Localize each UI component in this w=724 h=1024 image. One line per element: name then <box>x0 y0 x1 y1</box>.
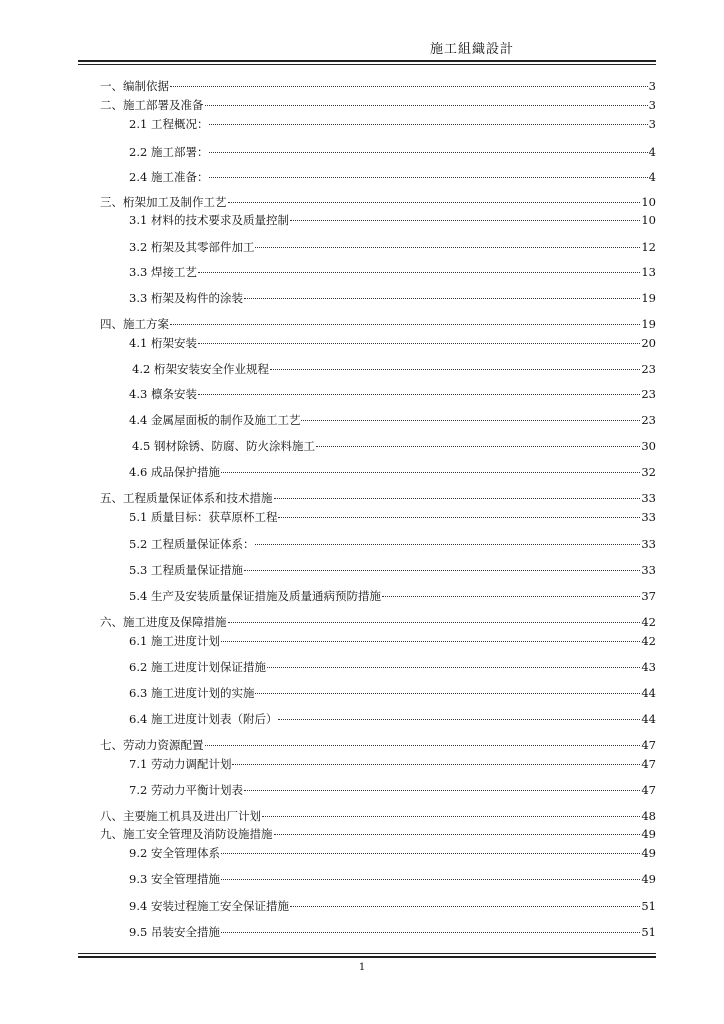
toc-page-number: 43 <box>641 660 656 674</box>
toc-page-number: 47 <box>641 757 656 771</box>
toc-entry[interactable] <box>129 757 656 771</box>
toc-entry[interactable] <box>132 439 656 453</box>
toc-entry-title: 5.2 工程质量保证体系： <box>129 537 255 551</box>
toc-leader <box>316 446 640 447</box>
toc-leader <box>244 298 640 299</box>
toc-leader <box>278 517 640 518</box>
toc-leader <box>255 247 640 248</box>
toc-page-number: 12 <box>641 240 656 254</box>
toc-entry[interactable] <box>129 291 656 305</box>
toc-entry-title: 3.3 焊接工艺 <box>129 265 197 279</box>
toc-leader <box>221 879 640 880</box>
toc-leader <box>274 498 641 499</box>
toc-entry[interactable] <box>129 712 656 726</box>
toc-entry-title: 4.4 金属屋面板的制作及施工工艺 <box>129 413 301 427</box>
toc-leader <box>255 544 640 545</box>
toc-page-number: 23 <box>641 413 656 427</box>
toc-page-number: 13 <box>641 265 656 279</box>
toc-entry-title: 4.3 檩条安装 <box>129 387 197 401</box>
toc-leader <box>228 202 641 203</box>
toc-entry-title: 3.3 桁架及构件的涂装 <box>129 291 243 305</box>
toc-leader <box>262 816 640 817</box>
toc-entry[interactable] <box>100 809 656 823</box>
toc-leader <box>274 834 641 835</box>
footer-rule <box>78 956 656 958</box>
toc-entry-title: 9.4 安装过程施工安全保证措施 <box>129 899 289 913</box>
toc-page-number: 48 <box>641 809 656 823</box>
toc-page-number: 37 <box>641 589 656 603</box>
toc-entry[interactable] <box>129 899 656 913</box>
toc-leader <box>270 369 640 370</box>
toc-entry[interactable] <box>100 195 656 209</box>
toc-entry[interactable] <box>129 213 656 227</box>
toc-entry[interactable] <box>100 827 656 841</box>
toc-entry-title: 6.4 施工进度计划表（附后） <box>129 712 278 726</box>
toc-page-number: 33 <box>641 563 656 577</box>
toc-leader <box>382 596 640 597</box>
toc-entry-title: 4.6 成品保护措施 <box>129 465 220 479</box>
toc-entry[interactable] <box>129 387 656 401</box>
toc-entry[interactable] <box>129 563 656 577</box>
toc-page-number: 49 <box>641 846 656 860</box>
toc-entry-title: 9.3 安全管理措施 <box>129 872 220 886</box>
toc-entry-title: 9.2 安全管理体系 <box>129 846 220 860</box>
toc-page-number: 4 <box>648 145 656 159</box>
toc-entry[interactable] <box>129 537 656 551</box>
toc-entry-title: 2.4 施工准备： <box>129 170 209 184</box>
toc-entry-title: 五、工程质量保证体系和技术措施 <box>100 491 273 505</box>
footer-rule <box>78 953 656 954</box>
toc-entry-title: 九、施工安全管理及消防设施措施 <box>100 827 273 841</box>
toc-leader <box>221 641 640 642</box>
toc-leader <box>278 719 640 720</box>
toc-page-number: 3 <box>648 117 656 131</box>
toc-entry-title: 5.4 生产及安装质量保证措施及质量通病预防措施 <box>129 589 381 603</box>
toc-entry-title: 2.2 施工部署： <box>129 145 209 159</box>
toc-leader <box>198 394 640 395</box>
toc-page-number: 51 <box>641 899 656 913</box>
toc-entry[interactable] <box>100 615 656 629</box>
toc-page-number: 19 <box>641 317 656 331</box>
toc-leader <box>244 790 640 791</box>
toc-leader <box>301 420 640 421</box>
toc-entry[interactable] <box>129 686 656 700</box>
toc-entry-title: 4.2 桁架安装安全作业规程 <box>132 362 269 376</box>
toc-leader <box>267 667 640 668</box>
toc-page-number: 44 <box>641 712 656 726</box>
toc-entry-title: 5.3 工程质量保证措施 <box>129 563 243 577</box>
toc-entry-title: 3.1 材料的技术要求及质量控制 <box>129 213 289 227</box>
toc-entry[interactable] <box>129 925 656 939</box>
toc-page-number: 42 <box>641 634 656 648</box>
toc-entry-title: 9.5 吊装安全措施 <box>129 925 220 939</box>
toc-entry[interactable] <box>100 738 656 752</box>
toc-entry-title: 2.1 工程概况： <box>129 117 209 131</box>
toc-entry[interactable] <box>129 783 656 797</box>
toc-leader <box>221 853 640 854</box>
toc-entry[interactable] <box>129 589 656 603</box>
toc-entry-title: 三、桁架加工及制作工艺 <box>100 195 227 209</box>
toc-leader <box>290 906 640 907</box>
toc-entry-title: 7.1 劳动力调配计划 <box>129 757 232 771</box>
header-rule <box>78 64 656 65</box>
toc-entry[interactable] <box>129 336 656 350</box>
document-header-title: 施工組織設計 <box>430 42 515 57</box>
toc-leader <box>205 105 648 106</box>
toc-leader <box>290 220 640 221</box>
page-number: 1 <box>358 962 366 973</box>
toc-entry-title: 八、主要施工机具及进出厂计划 <box>100 809 261 823</box>
toc-page-number: 33 <box>641 510 656 524</box>
toc-leader <box>209 152 647 153</box>
toc-entry[interactable] <box>132 362 656 376</box>
toc-leader <box>198 343 640 344</box>
toc-entry[interactable] <box>129 265 656 279</box>
toc-page-number: 10 <box>641 195 656 209</box>
toc-entry-title: 一、编制依据 <box>100 79 169 93</box>
toc-entry-title: 七、劳动力资源配置 <box>100 738 204 752</box>
toc-entry[interactable] <box>129 634 656 648</box>
toc-page-number: 47 <box>641 783 656 797</box>
toc-leader <box>209 124 647 125</box>
toc-page-number: 42 <box>641 615 656 629</box>
toc-leader <box>221 472 640 473</box>
toc-page-number: 3 <box>648 79 656 93</box>
toc-page-number: 10 <box>641 213 656 227</box>
toc-entry[interactable] <box>129 145 656 159</box>
toc-leader <box>228 622 641 623</box>
toc-entry-title: 四、施工方案 <box>100 317 169 331</box>
toc-page-number: 30 <box>641 439 656 453</box>
toc-entry-title: 3.2 桁架及其零部件加工 <box>129 240 255 254</box>
toc-page-number: 23 <box>641 362 656 376</box>
toc-page-number: 49 <box>641 827 656 841</box>
toc-page-number: 33 <box>641 491 656 505</box>
toc-entry[interactable] <box>129 240 656 254</box>
toc-page-number: 44 <box>641 686 656 700</box>
toc-page-number: 3 <box>648 98 656 112</box>
toc-page-number: 47 <box>641 738 656 752</box>
toc-entry-title: 7.2 劳动力平衡计划表 <box>129 783 243 797</box>
toc-page-number: 23 <box>641 387 656 401</box>
toc-leader <box>205 745 641 746</box>
toc-page-number: 33 <box>641 537 656 551</box>
toc-entry[interactable] <box>129 465 656 479</box>
toc-entry-title: 6.2 施工进度计划保证措施 <box>129 660 266 674</box>
toc-page-number: 49 <box>641 872 656 886</box>
toc-entry[interactable] <box>129 846 656 860</box>
toc-page-number: 20 <box>641 336 656 350</box>
toc-entry-title: 6.1 施工进度计划 <box>129 634 220 648</box>
toc-entry[interactable] <box>100 491 656 505</box>
toc-leader <box>170 86 648 87</box>
toc-leader <box>170 324 640 325</box>
toc-leader <box>255 693 640 694</box>
toc-leader <box>221 932 640 933</box>
toc-entry-title: 4.5 钢材除锈、防腐、防火涂料施工 <box>132 439 315 453</box>
toc-entry[interactable] <box>129 660 656 674</box>
toc-entry[interactable] <box>100 317 656 331</box>
toc-entry-title: 5.1 质量目标：获草原杯工程 <box>129 510 278 524</box>
toc-entry-title: 4.1 桁架安装 <box>129 336 197 350</box>
toc-entry-title: 6.3 施工进度计划的实施 <box>129 686 255 700</box>
toc-entry[interactable] <box>129 872 656 886</box>
toc-leader <box>232 764 640 765</box>
toc-page-number: 19 <box>641 291 656 305</box>
toc-entry[interactable] <box>129 413 656 427</box>
toc-leader <box>198 272 640 273</box>
toc-entry[interactable] <box>129 170 656 184</box>
toc-leader <box>244 570 640 571</box>
toc-page-number: 32 <box>641 465 656 479</box>
toc-entry-title: 六、施工进度及保障措施 <box>100 615 227 629</box>
toc-entry[interactable] <box>100 79 656 93</box>
toc-leader <box>209 177 647 178</box>
toc-entry[interactable] <box>129 117 656 131</box>
toc-entry[interactable] <box>129 510 656 524</box>
toc-entry-title: 二、施工部署及准备 <box>100 98 204 112</box>
toc-page-number: 51 <box>641 925 656 939</box>
toc-entry[interactable] <box>100 98 656 112</box>
header-rule <box>78 60 656 62</box>
toc-page-number: 4 <box>648 170 656 184</box>
